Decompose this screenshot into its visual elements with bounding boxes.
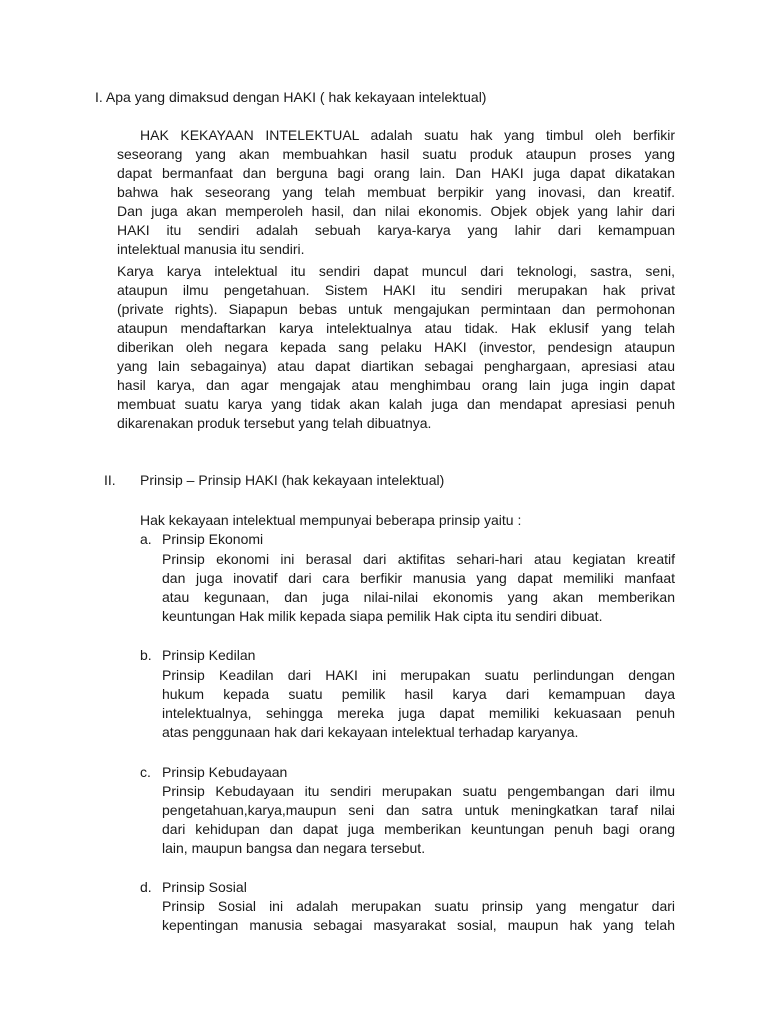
section-1-para2-line: Karya karya intelektual itu sendiri dapat muncul dari teknologi, sastra, seni,: [117, 263, 675, 279]
section-1-para2-line: (private rights). Siapapun bebas untuk mengajukan permintaan dan permohonan: [117, 301, 675, 317]
list-item-line: lain, maupun bangsa dan negara tersebut.: [162, 840, 426, 856]
section-1-para1-line: dapat bermanfaat dan berguna bagi orang lain. Dan HAKI juga dapat dikatakan: [117, 165, 675, 181]
section-1-para1-line: bahwa hak seseorang yang telah membuat berpikir yang inovasi, dan kreatif.: [117, 184, 675, 200]
section-1-para1-line: HAK KEKAYAAN INTELEKTUAL adalah suatu hak yang timbul oleh berfikir: [140, 127, 675, 143]
list-item-line: dari kehidupan dan dapat juga memberikan keuntungan penuh bagi orang: [162, 821, 675, 837]
section-1-heading: I. Apa yang dimaksud dengan HAKI ( hak kekayaan intelektual): [95, 89, 487, 105]
section-1-para2-line: ataupun mendaftarkan karya intelektualnya atau tidak. Hak eklusif yang telah: [117, 320, 675, 336]
list-item-title: Prinsip Sosial: [162, 879, 247, 895]
list-item-line: dan juga inovatif dari cara berfikir manusia yang dapat memiliki manfaat: [162, 570, 675, 586]
section-2-intro: Hak kekayaan intelektual mempunyai beberapa prinsip yaitu :: [140, 512, 522, 528]
list-item-line: keuntungan Hak milik kepada siapa pemilik Hak cipta itu sendiri dibuat.: [162, 608, 603, 624]
list-item-letter: b.: [140, 647, 152, 663]
list-item-letter: c.: [140, 764, 151, 780]
list-item-line: pengetahuan,karya,maupun seni dan satra untuk meningkatkan taraf nilai: [162, 802, 675, 818]
section-1-para1-line: intelektual manusia itu sendiri.: [117, 241, 305, 257]
list-item-line: Prinsip Keadilan dari HAKI ini merupakan suatu perlindungan dengan: [162, 667, 675, 683]
section-1-para2-line: yang lain sebagainya) atau dapat diartikan sebagai penghargaan, apresiasi atau: [117, 358, 675, 374]
list-item-title: Prinsip Kebudayaan: [162, 764, 288, 780]
section-1-para2-line: hasil karya, dan agar mengajak atau menghimbau orang lain juga ingin dapat: [117, 377, 675, 393]
section-2-heading: Prinsip – Prinsip HAKI (hak kekayaan intelektual): [140, 472, 445, 488]
section-1-para2-line: dikarenakan produk tersebut yang telah dibuatnya.: [117, 415, 432, 431]
section-1-para1-line: Dan juga akan memperoleh hasil, dan nilai ekonomis. Objek objek yang lahir dari: [117, 203, 675, 219]
section-2-number: II.: [104, 472, 116, 488]
section-1-para2-line: ataupun ilmu pengetahuan. Sistem HAKI itu sendiri merupakan hak privat: [117, 282, 675, 298]
list-item-line: hukum kepada suatu pemilik hasil karya dari kemampuan daya: [162, 686, 675, 702]
list-item-line: Prinsip Kebudayaan itu sendiri merupakan suatu pengembangan dari ilmu: [162, 783, 675, 799]
list-item-letter: a.: [140, 531, 152, 547]
list-item-letter: d.: [140, 879, 152, 895]
list-item-title: Prinsip Kedilan: [162, 647, 256, 663]
list-item-title: Prinsip Ekonomi: [162, 531, 264, 547]
list-item-line: kepentingan manusia sebagai masyarakat sosial, maupun hak yang telah: [162, 917, 675, 933]
list-item-line: Prinsip ekonomi ini berasal dari aktifitas sehari-hari atau kegiatan kreatif: [162, 551, 675, 567]
section-1-para1-line: HAKI itu sendiri adalah sebuah karya-karya yang lahir dari kemampuan: [117, 222, 675, 238]
list-item-line: intelektualnya, sehingga mereka juga dapat memiliki kekuasaan penuh: [162, 705, 675, 721]
section-1-para2-line: diberikan oleh negara kepada sang pelaku HAKI (investor, pendesign ataupun: [117, 339, 675, 355]
section-1-para2-line: membuat suatu karya yang tidak akan kalah juga dan mendapat apresiasi penuh: [117, 396, 675, 412]
list-item-line: atau kegunaan, dan juga nilai-nilai ekonomis yang akan memberikan: [162, 589, 675, 605]
section-1-para1-line: seseorang yang akan membuahkan hasil suatu produk ataupun proses yang: [117, 146, 675, 162]
list-item-line: Prinsip Sosial ini adalah merupakan suatu prinsip yang mengatur dari: [162, 898, 675, 914]
list-item-line: atas penggunaan hak dari kekayaan intelektual terhadap karyanya.: [162, 724, 579, 740]
